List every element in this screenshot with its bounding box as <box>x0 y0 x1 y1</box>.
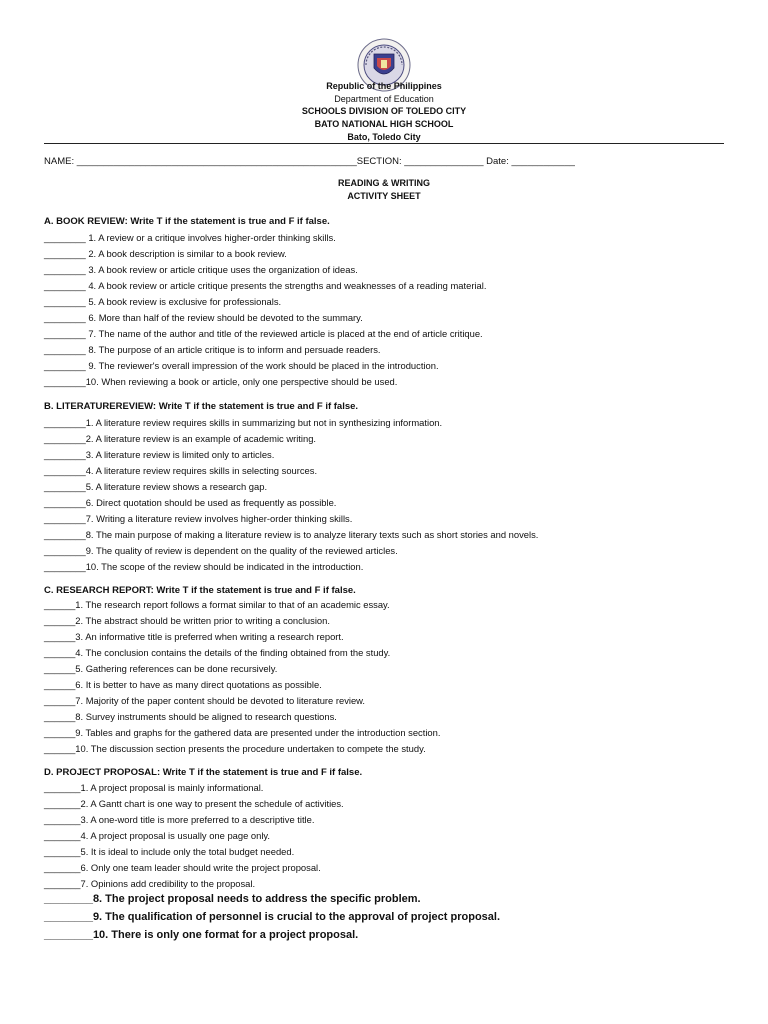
section-a-item: ________ 3. A book review or article critique uses the organization of ideas. <box>44 264 358 275</box>
section-b-item: ________3. A literature review is limited only to articles. <box>44 449 275 460</box>
section-c-item: ______2. The abstract should be written prior to writing a conclusion. <box>44 615 330 626</box>
section-d-item: _______3. A one-word title is more preferred to a descriptive title. <box>44 814 315 825</box>
section-c-item: ______7. Majority of the paper content should be devoted to literature review. <box>44 695 366 706</box>
section-c-item: ______8. Survey instruments should be aligned to research questions. <box>44 711 337 722</box>
header-school: BATO NATIONAL HIGH SCHOOL <box>314 119 454 129</box>
section-c-item: ______6. It is better to have as many direct quotations as possible. <box>44 679 322 690</box>
sheet-subtitle: ACTIVITY SHEET <box>347 191 421 201</box>
section-b-item: ________1. A literature review requires skills in summarizing but not in synthesizing information. <box>44 417 443 428</box>
header-department: Department of Education <box>334 94 434 104</box>
section-a-item: ________ 4. A book review or article critique presents the strengths and weaknesses of a reading material. <box>44 280 487 291</box>
section-c-item: ______3. An informative title is preferred when writing a research report. <box>44 631 344 642</box>
section-a-item: ________ 9. The reviewer's overall impression of the work should be placed in the introduction. <box>44 360 439 371</box>
section-b-item: ________2. A literature review is an example of academic writing. <box>44 433 317 444</box>
section-b-item: ________6. Direct quotation should be used as frequently as possible. <box>44 497 337 508</box>
section-d-item: _______7. Opinions add credibility to the proposal. <box>44 878 256 889</box>
section-a-item: ________ 7. The name of the author and title of the reviewed article is placed at the end of article critique. <box>44 328 483 339</box>
section-c-item: ______4. The conclusion contains the details of the finding obtained from the study. <box>44 647 391 658</box>
section-a-heading: A. BOOK REVIEW: Write T if the statement is true and F if false. <box>44 216 330 227</box>
section-c-item: ______10. The discussion section presents the procedure undertaken to compete the study. <box>44 743 426 754</box>
section-d-heading: D. PROJECT PROPOSAL: Write T if the statement is true and F if false. <box>44 767 363 778</box>
section-c-item: ______1. The research report follows a format similar to that of an academic essay. <box>44 599 390 610</box>
section-d-item: _______4. A project proposal is usually one page only. <box>44 830 271 841</box>
section-d-item: ________9. The qualification of personnel is crucial to the approval of project proposal. <box>44 911 501 923</box>
section-d-item: _______6. Only one team leader should write the project proposal. <box>44 862 321 873</box>
section-a-item: ________ 2. A book description is similar to a book review. <box>44 248 287 259</box>
header-divider <box>44 143 724 144</box>
section-b-item: ________9. The quality of review is dependent on the quality of the reviewed articles. <box>44 545 398 556</box>
section-b-heading: B. LITERATUREREVIEW: Write T if the statement is true and F if false. <box>44 401 359 412</box>
section-d-item: ________10. There is only one format for a project proposal. <box>44 929 359 941</box>
sheet-title: READING & WRITING <box>338 178 430 188</box>
section-d-item: _______2. A Gantt chart is one way to present the schedule of activities. <box>44 798 344 809</box>
student-info-line: NAME: _____________________________________________________SECTION: _______________ Date: ____________ <box>44 156 575 167</box>
section-a-item: ________ 8. The purpose of an article critique is to inform and persuade readers. <box>44 344 381 355</box>
section-b-item: ________8. The main purpose of making a literature review is to analyze literary texts such as short stories and novels. <box>44 529 539 540</box>
section-d-item: _______5. It is ideal to include only the total budget needed. <box>44 846 295 857</box>
section-c-heading: C. RESEARCH REPORT: Write T if the statement is true and F if false. <box>44 585 356 596</box>
section-a-item: ________10. When reviewing a book or article, only one perspective should be used. <box>44 376 398 387</box>
section-c-item: ______5. Gathering references can be done recursively. <box>44 663 278 674</box>
section-b-item: ________5. A literature review shows a research gap. <box>44 481 268 492</box>
section-a-item: ________ 6. More than half of the review should be devoted to the summary. <box>44 312 363 323</box>
section-d-item: ________8. The project proposal needs to address the specific problem. <box>44 893 421 905</box>
section-a-item: ________ 5. A book review is exclusive for professionals. <box>44 296 282 307</box>
section-a-item: ________ 1. A review or a critique involves higher-order thinking skills. <box>44 232 336 243</box>
section-b-item: ________7. Writing a literature review involves higher-order thinking skills. <box>44 513 353 524</box>
header-republic: Republic of the Philippines <box>326 81 442 91</box>
section-d-item: _______1. A project proposal is mainly informational. <box>44 782 264 793</box>
header-address: Bato, Toledo City <box>347 132 421 142</box>
section-c-item: ______9. Tables and graphs for the gathered data are presented under the introduction section. <box>44 727 441 738</box>
header-division: SCHOOLS DIVISION OF TOLEDO CITY <box>301 106 467 116</box>
section-b-item: ________4. A literature review requires skills in selecting sources. <box>44 465 318 476</box>
section-b-item: ________10. The scope of the review should be indicated in the introduction. <box>44 561 364 572</box>
